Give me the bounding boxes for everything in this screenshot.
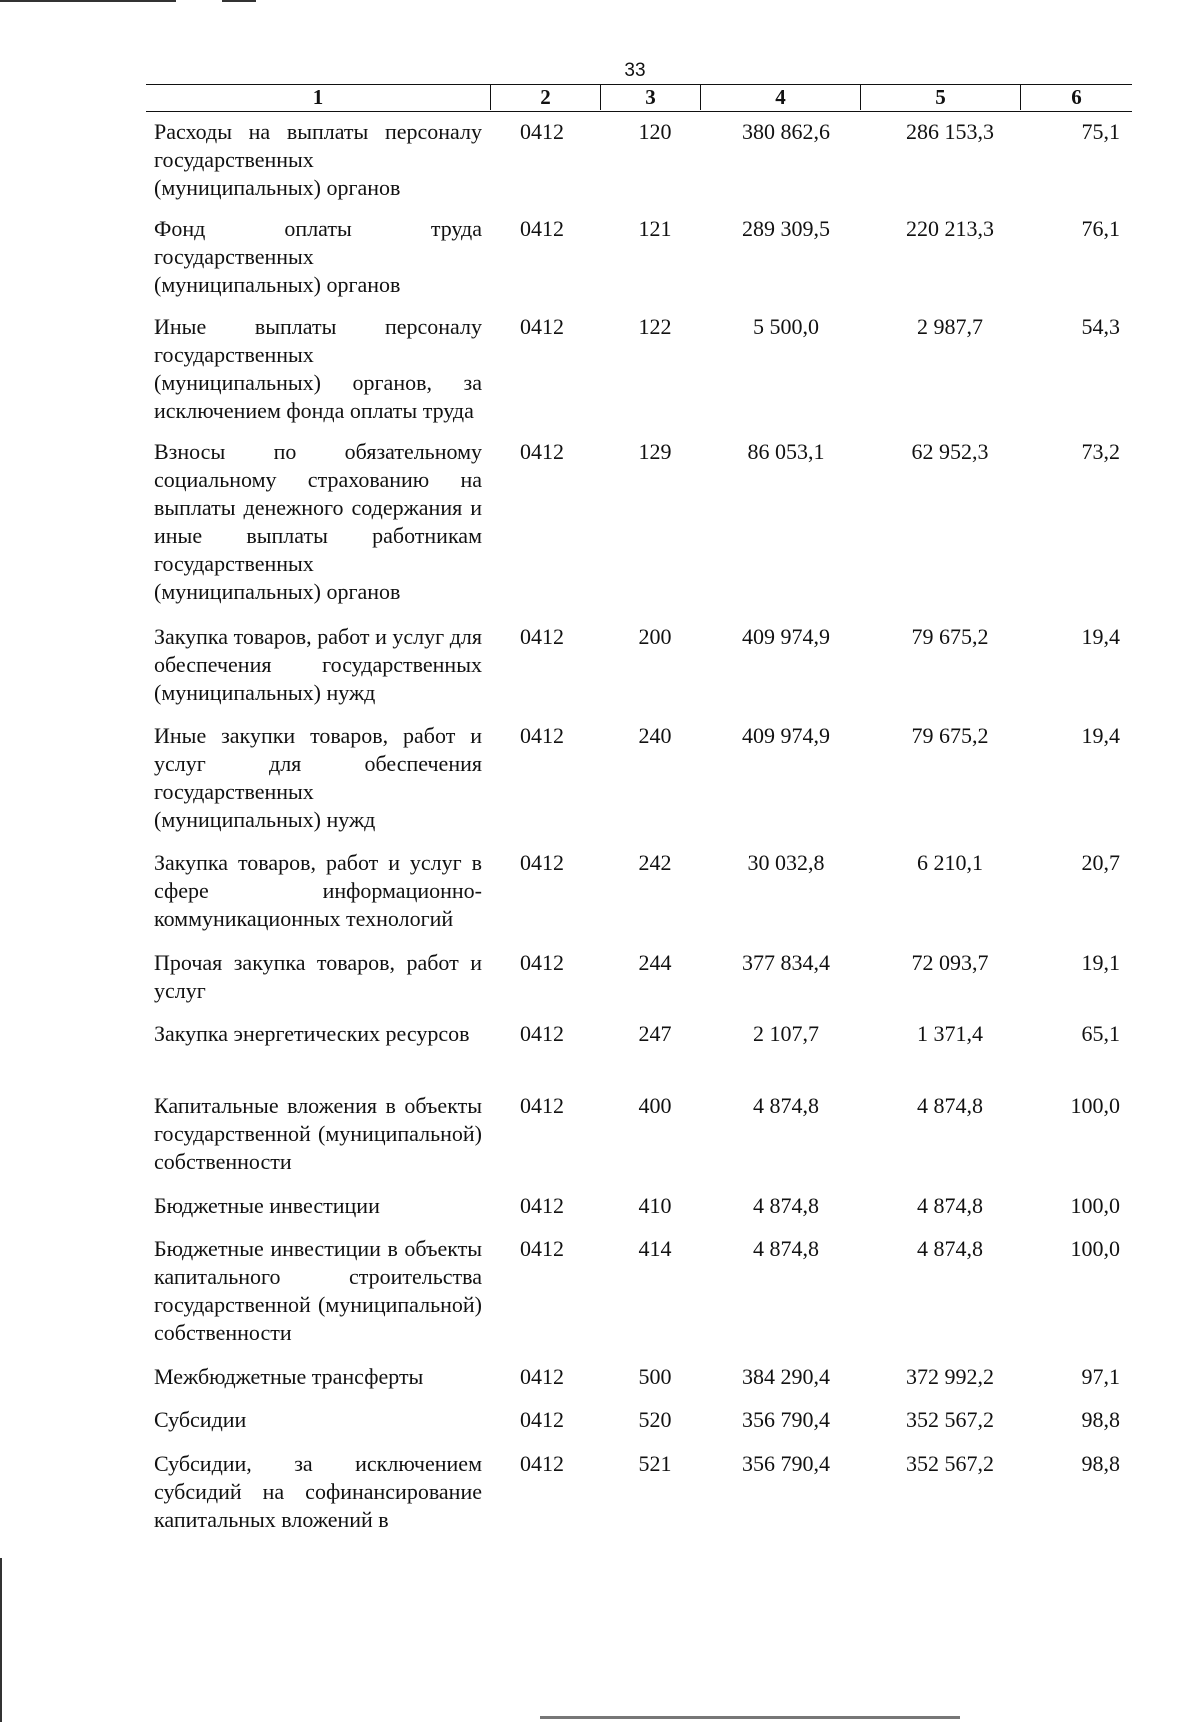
table-header-col-1: 1 bbox=[146, 85, 491, 110]
row-fact: 4 874,8 bbox=[917, 1193, 983, 1218]
row-fact: 2 987,7 bbox=[917, 314, 983, 339]
row-name: Бюджетные инвестиции в объекты капитального строительства государственной (муниципальной) собственности bbox=[154, 1236, 482, 1345]
page-number: 33 bbox=[624, 60, 646, 81]
row-fact: 62 952,3 bbox=[911, 439, 989, 464]
row-fact: 4 874,8 bbox=[917, 1236, 983, 1261]
row-section: 0412 bbox=[520, 1407, 564, 1432]
row-plan: 356 790,4 bbox=[742, 1451, 830, 1476]
row-fact: 79 675,2 bbox=[911, 624, 989, 649]
table-header-col-5: 5 bbox=[861, 85, 1021, 110]
row-fact: 286 153,3 bbox=[906, 119, 994, 144]
row-section: 0412 bbox=[520, 216, 564, 241]
row-name: Капитальные вложения в объекты государственной (муниципальной) собственности bbox=[154, 1093, 482, 1174]
row-fact: 1 371,4 bbox=[917, 1021, 983, 1046]
row-percent: 20,7 bbox=[1081, 850, 1120, 875]
row-plan: 4 874,8 bbox=[753, 1193, 819, 1218]
row-percent: 19,4 bbox=[1081, 723, 1120, 748]
row-fact: 352 567,2 bbox=[906, 1451, 994, 1476]
row-section: 0412 bbox=[520, 1093, 564, 1118]
row-name: Взносы по обязательному социальному страхованию на выплаты денежного содержания и иные выплаты работникам государственных (муниципальных) органов bbox=[154, 439, 482, 604]
row-section: 0412 bbox=[520, 723, 564, 748]
row-plan: 289 309,5 bbox=[742, 216, 830, 241]
table-header-col-2: 2 bbox=[491, 85, 601, 110]
row-plan: 2 107,7 bbox=[753, 1021, 819, 1046]
row-percent: 98,8 bbox=[1081, 1407, 1120, 1432]
row-plan: 409 974,9 bbox=[742, 723, 830, 748]
row-code: 120 bbox=[638, 119, 672, 144]
row-section: 0412 bbox=[520, 439, 564, 464]
row-fact: 72 093,7 bbox=[911, 950, 989, 975]
row-plan: 30 032,8 bbox=[747, 850, 825, 875]
row-plan: 384 290,4 bbox=[742, 1364, 830, 1389]
row-name: Иные выплаты персоналу государственных (муниципальных) органов, за исключением фонда оплаты труда bbox=[154, 314, 482, 423]
row-code: 121 bbox=[638, 216, 672, 241]
row-name: Закупка энергетических ресурсов bbox=[154, 1021, 470, 1046]
row-plan: 4 874,8 bbox=[753, 1093, 819, 1118]
table-header-col-3: 3 bbox=[601, 85, 701, 110]
row-percent: 97,1 bbox=[1081, 1364, 1120, 1389]
table-header bbox=[146, 84, 1132, 112]
row-percent: 75,1 bbox=[1081, 119, 1120, 144]
row-section: 0412 bbox=[520, 1236, 564, 1261]
row-code: 400 bbox=[638, 1093, 672, 1118]
row-code: 242 bbox=[638, 850, 672, 875]
row-percent: 100,0 bbox=[1070, 1236, 1120, 1261]
row-section: 0412 bbox=[520, 1364, 564, 1389]
row-name: Бюджетные инвестиции bbox=[154, 1193, 380, 1218]
row-code: 500 bbox=[638, 1364, 672, 1389]
row-name: Прочая закупка товаров, работ и услуг bbox=[154, 950, 482, 1003]
row-fact: 352 567,2 bbox=[906, 1407, 994, 1432]
row-plan: 356 790,4 bbox=[742, 1407, 830, 1432]
row-section: 0412 bbox=[520, 950, 564, 975]
row-fact: 220 213,3 bbox=[906, 216, 994, 241]
row-name: Субсидии, за исключением субсидий на софинансирование капитальных вложений в bbox=[154, 1451, 482, 1532]
row-plan: 380 862,6 bbox=[742, 119, 830, 144]
row-code: 520 bbox=[638, 1407, 672, 1432]
row-name: Межбюджетные трансферты bbox=[154, 1364, 424, 1389]
scan-edge-mark-left bbox=[0, 1558, 2, 1722]
row-section: 0412 bbox=[520, 314, 564, 339]
row-code: 414 bbox=[638, 1236, 672, 1261]
row-percent: 100,0 bbox=[1070, 1193, 1120, 1218]
row-code: 410 bbox=[638, 1193, 672, 1218]
row-fact: 79 675,2 bbox=[911, 723, 989, 748]
scan-edge-mark-bottom bbox=[540, 1716, 960, 1719]
row-section: 0412 bbox=[520, 850, 564, 875]
row-fact: 372 992,2 bbox=[906, 1364, 994, 1389]
row-name: Закупка товаров, работ и услуг для обеспечения государственных (муниципальных) нужд bbox=[154, 624, 482, 705]
row-percent: 65,1 bbox=[1081, 1021, 1120, 1046]
row-name: Фонд оплаты труда государственных (муниципальных) органов bbox=[154, 216, 482, 297]
row-percent: 19,1 bbox=[1081, 950, 1120, 975]
row-percent: 76,1 bbox=[1081, 216, 1120, 241]
row-name: Субсидии bbox=[154, 1407, 247, 1432]
row-fact: 6 210,1 bbox=[917, 850, 983, 875]
table-header-col-4: 4 bbox=[701, 85, 861, 110]
row-percent: 73,2 bbox=[1081, 439, 1120, 464]
row-percent: 100,0 bbox=[1070, 1093, 1120, 1118]
row-plan: 86 053,1 bbox=[747, 439, 825, 464]
row-name: Закупка товаров, работ и услуг в сфере информационно-коммуникационных технологий bbox=[154, 850, 482, 931]
row-section: 0412 bbox=[520, 1193, 564, 1218]
row-code: 240 bbox=[638, 723, 672, 748]
row-name: Расходы на выплаты персоналу государственных (муниципальных) органов bbox=[154, 119, 482, 200]
row-code: 129 bbox=[638, 439, 672, 464]
row-code: 521 bbox=[638, 1451, 672, 1476]
row-code: 122 bbox=[638, 314, 672, 339]
scan-edge-mark-top-middle bbox=[222, 0, 256, 2]
row-plan: 5 500,0 bbox=[753, 314, 819, 339]
row-plan: 377 834,4 bbox=[742, 950, 830, 975]
row-fact: 4 874,8 bbox=[917, 1093, 983, 1118]
row-percent: 19,4 bbox=[1081, 624, 1120, 649]
scan-edge-mark-top-left bbox=[0, 0, 176, 2]
row-percent: 54,3 bbox=[1081, 314, 1120, 339]
row-section: 0412 bbox=[520, 119, 564, 144]
table-header-col-6: 6 bbox=[1071, 85, 1082, 109]
row-code: 244 bbox=[638, 950, 672, 975]
row-section: 0412 bbox=[520, 1021, 564, 1046]
row-plan: 409 974,9 bbox=[742, 624, 830, 649]
row-section: 0412 bbox=[520, 624, 564, 649]
row-code: 200 bbox=[638, 624, 672, 649]
row-section: 0412 bbox=[520, 1451, 564, 1476]
row-name: Иные закупки товаров, работ и услуг для обеспечения государственных (муниципальных) нужд bbox=[154, 723, 482, 832]
row-code: 247 bbox=[638, 1021, 672, 1046]
row-percent: 98,8 bbox=[1081, 1451, 1120, 1476]
row-plan: 4 874,8 bbox=[753, 1236, 819, 1261]
